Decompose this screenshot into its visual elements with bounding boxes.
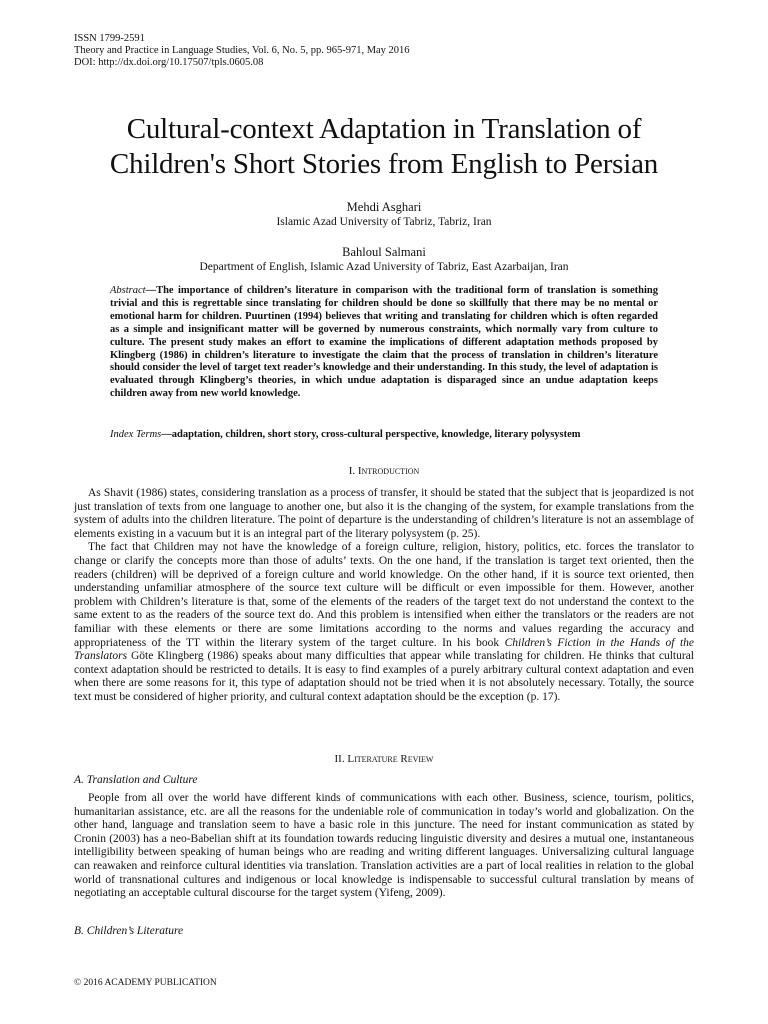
copyright-footer: © 2016 ACADEMY PUBLICATION — [74, 978, 217, 988]
issn-line: ISSN 1799-2591 — [74, 33, 145, 44]
section-title: Introduction — [357, 465, 420, 477]
intro-paragraph-1: As Shavit (1986) states, considering translation as a process of transfer, it should be stated that the subject that is jeopardized is not just translation of texts from one language to another one, but also it is the changing of the system, for example translations from the system of adults into the children literature. The point of departure is the understanding of children’s literature is not an assemblage of elements existing in a vacuum but it is an integral part of the literary polysystem (p. 25). — [74, 487, 694, 540]
paper-title — [40, 112, 728, 182]
abstract-label: Abstract — [110, 285, 146, 296]
section-title: Literature Review — [347, 753, 434, 765]
author-2 — [0, 245, 768, 275]
intro-p2-part-b: Göte Klingberg (1986) speaks about many difficulties that appear while translating for children. He thinks that cultural context adaptation should be restricted to details. It is easy to find examples of a purely arbitrary cultural context adaptation and even when there are some reasons for it, this type of adaptation should not be tried when it is not absolutely necessary. Totally, the source text must be considered of higher priority, and cultural context adaptation should be the exception (p. 17). — [74, 650, 694, 703]
subsection-translation-and-culture: A. Translation and Culture — [74, 774, 198, 786]
author-2-affiliation: Department of English, Islamic Azad University of Tabriz, East Azarbaijan, Iran — [199, 261, 569, 273]
doi-line: DOI: http://dx.doi.org/10.17507/tpls.0605.08 — [74, 57, 264, 68]
section-number: I. — [348, 465, 358, 477]
section-number: II. — [334, 753, 348, 765]
introduction-body — [74, 487, 694, 705]
intro-paragraph-2 — [74, 541, 694, 704]
index-terms-label: Index Terms — [110, 429, 162, 440]
lit-paragraph-1: People from all over the world have different kinds of communications with each other. Business, science, tourism, politics, humanitarian assistance, etc. are all the reasons for the undeniable role of communication in today’s world and globalization. On the other hand, language and translation seem to have a basic role in this juncture. The need for instant communication as stated by Cronin (2003) has a neo-Babelian shift at its foundation towards reducing linguistic diversity and desires a mutual one, instantaneous intelligibility between speaking of human beings who are reading and writing different languages. Universalizing cultural language can reawaken and reinforce cultural identities via translation. Translation activities are a part of local realities in relation to the global world of transnational cultures and indigenous or local knowledge is indispensable to successful cultural translation by means of negotiating an acceptable cultural discourse for the target system (Yifeng, 2009). — [74, 792, 694, 900]
index-terms-text: —adaptation, children, short story, cross-cultural perspective, knowledge, literary polysystem — [161, 429, 581, 440]
author-1-affiliation: Islamic Azad University of Tabriz, Tabriz, Iran — [276, 216, 492, 228]
abstract-text: —The importance of children’s literature in comparison with the traditional form of translation is something trivial and this is regrettable since translating for children should be done so skillfully that there may be no mental or emotional harm for children. Puurtinen (1994) believes that writing and translating for children which is often regarded as a simple and insignificant matter will be governed by numerous constraints, which normally vary from culture to culture. The present study makes an effort to examine the implications of different adaptation methods proposed by Klingberg (1986) in children’s literature to investigate the claim that the process of translation in children’s literature should consider the level of target text reader’s knowledge and their understanding. In this study, the level of adaptation is evaluated through Klingberg’s theories, in which undue adaptation is disparaged since an undue adaptation keeps children away from new world knowledge. — [110, 285, 658, 400]
abstract — [110, 285, 658, 401]
journal-line: Theory and Practice in Language Studies, Vol. 6, No. 5, pp. 965-971, May 2016 — [74, 45, 410, 56]
book-title: Children’s Fiction in the Hands of the Translators — [74, 636, 694, 663]
journal-header — [74, 33, 410, 69]
index-terms — [110, 428, 670, 441]
author-1 — [0, 200, 768, 230]
author-2-name: Bahloul Salmani — [342, 245, 426, 259]
subsection-childrens-literature: B. Children’s Literature — [74, 925, 184, 937]
intro-p2-part-a: The fact that Children may not have the knowledge of a foreign culture, religion, history, politics, etc. forces the translator to change or clarify the concepts more than those of adults’ texts. On the one hand, if the translation is target text oriented, then the readers (children) will be deprived of a foreign culture and world knowledge. On the other hand, if it is source text oriented, then understanding unfamiliar atmosphere of the source text culture will be difficult or even impossible for them. However, another problem with Children’s literature is that, some of the elements of the readers of the target text do not understand the context to the same extent to as the readers of the source text do. And this problem is intensified when either the translators or the readers are not familiar with these elements or there are some limitations according to the norms and values regarding the accuracy and appropriateness of the TT within the literary system of the target culture. In his book — [74, 541, 694, 649]
section-heading-literature-review — [0, 752, 768, 766]
section-heading-introduction — [0, 464, 768, 478]
literature-review-body — [74, 792, 694, 901]
title-line-2: Children's Short Stories from English to Persian — [109, 148, 659, 180]
title-line-1: Cultural-context Adaptation in Translation of — [126, 113, 642, 145]
author-1-name: Mehdi Asghari — [346, 200, 422, 214]
